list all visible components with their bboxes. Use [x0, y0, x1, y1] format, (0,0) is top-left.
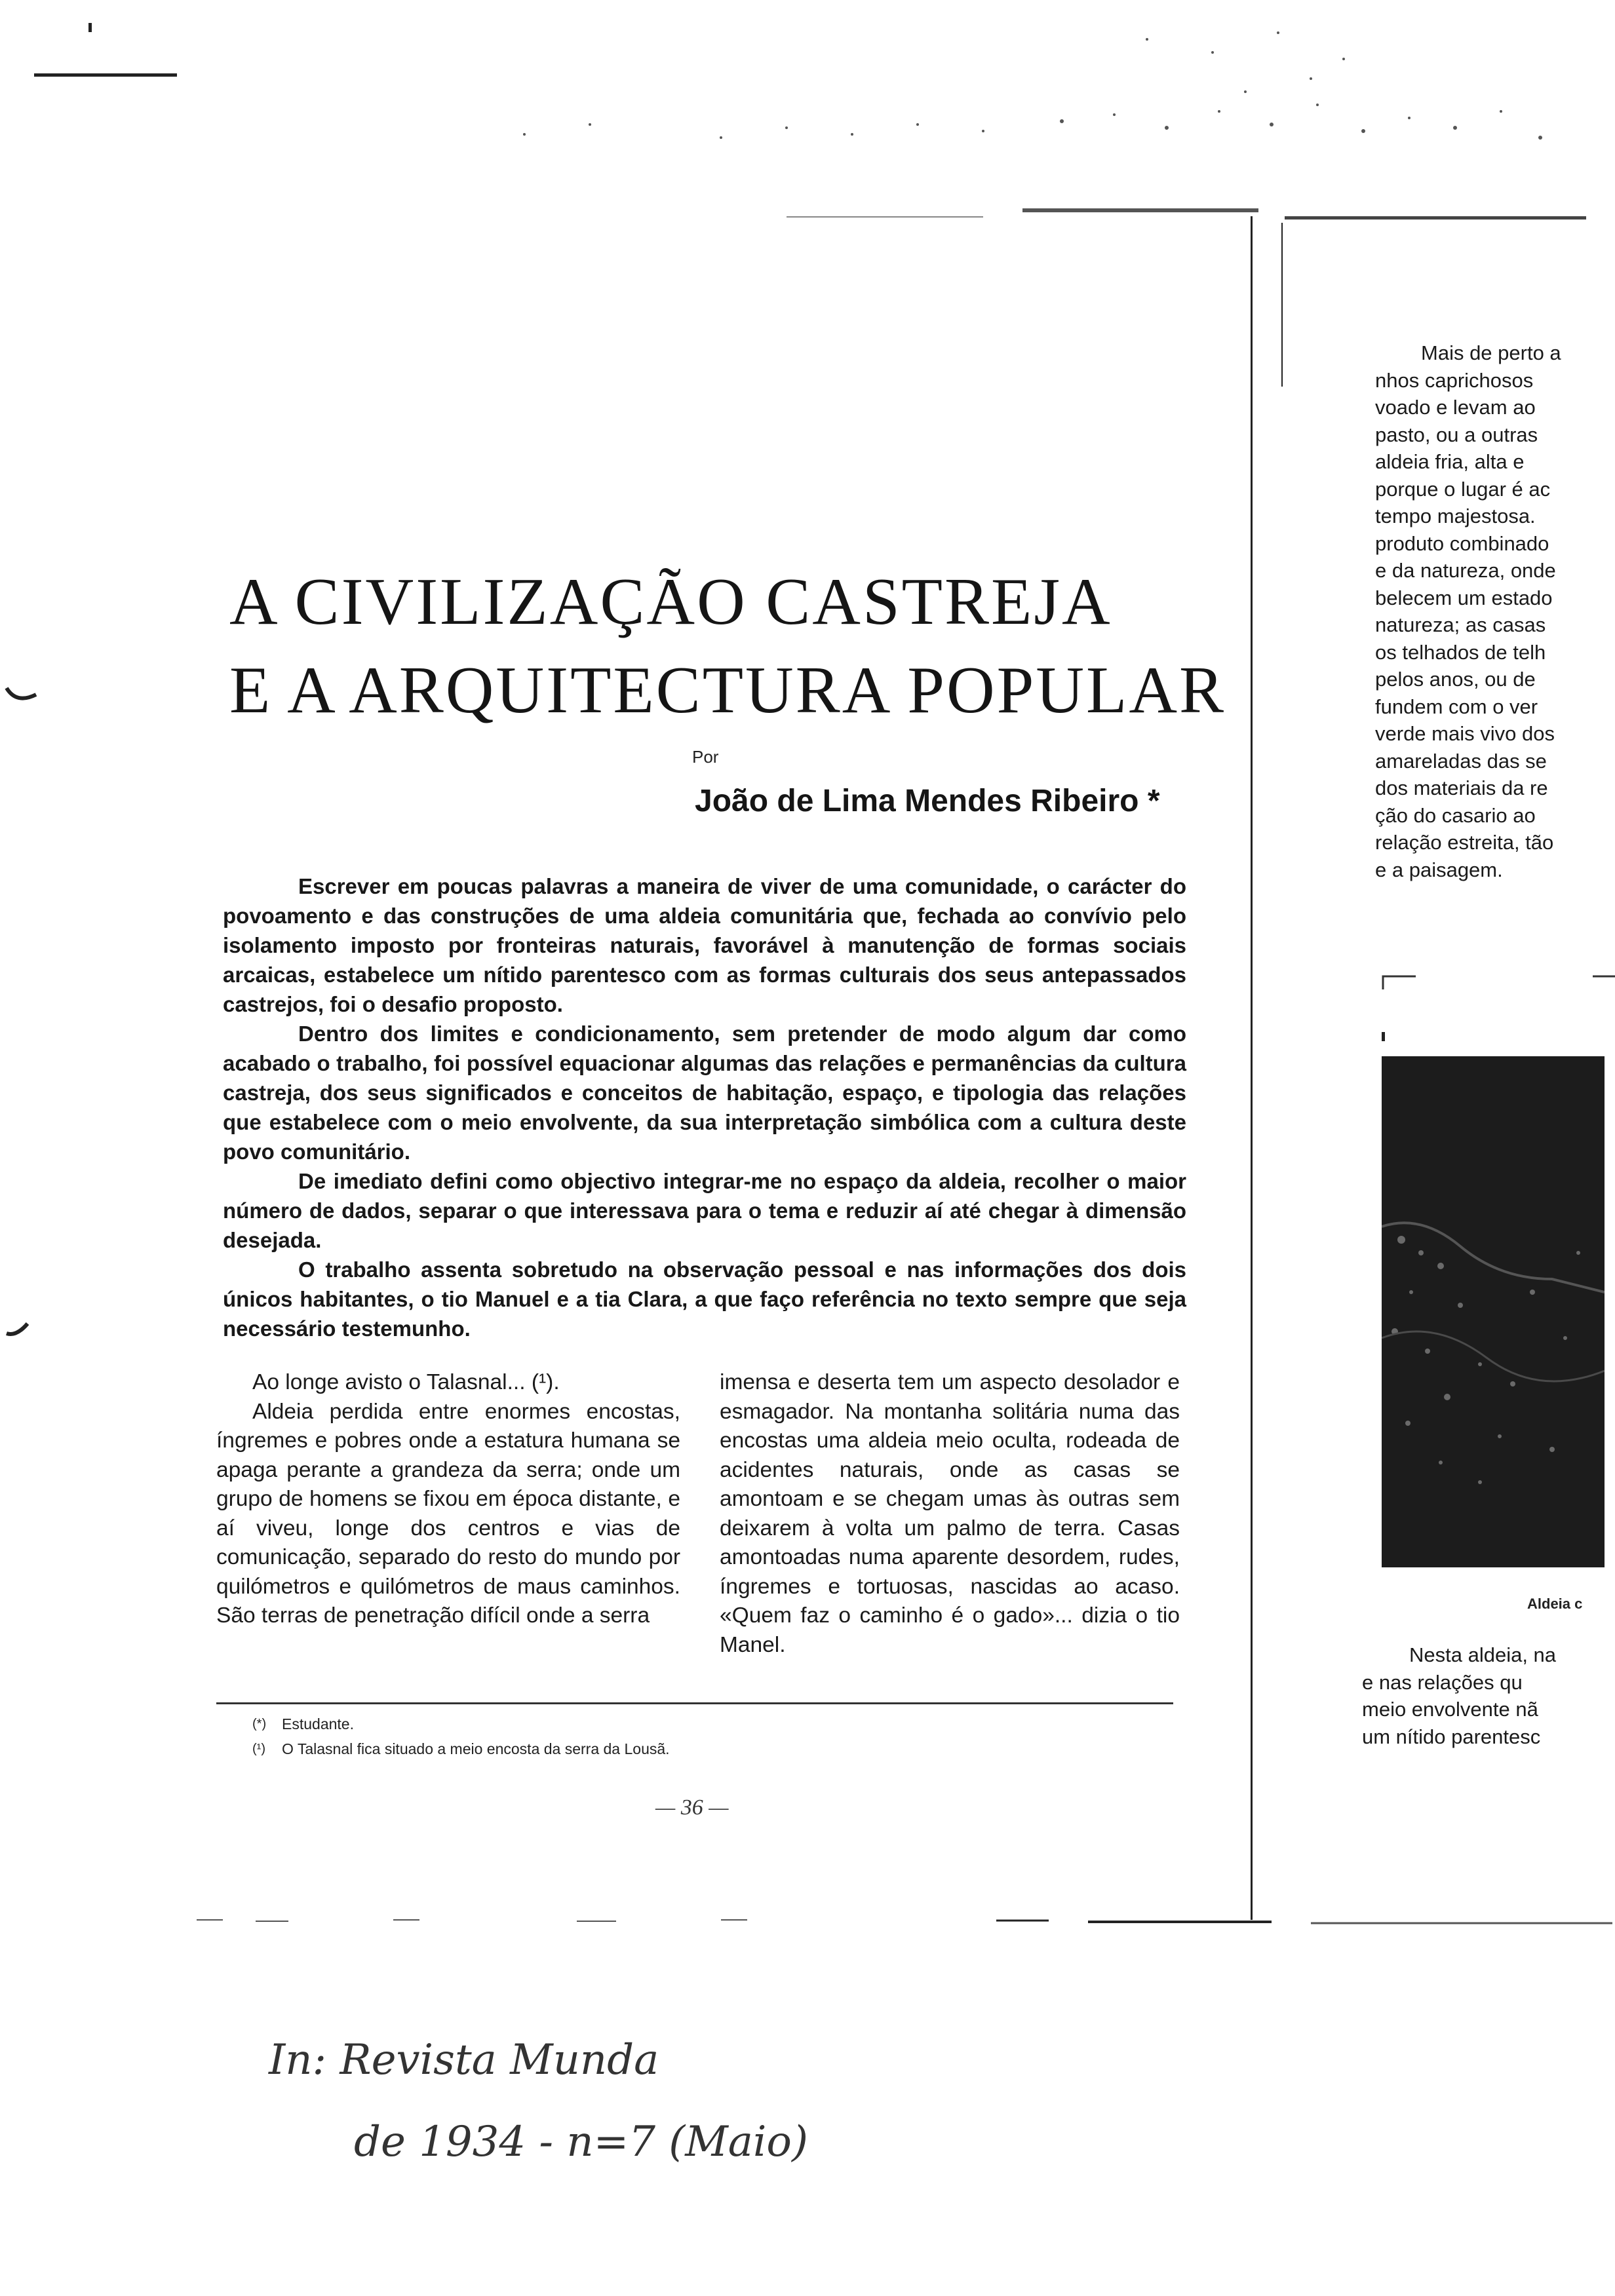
next-page-line: fundem com o ver — [1375, 695, 1538, 718]
intro-paragraph: Escrever em poucas palavras a maneira de viver de uma comunidade, o carácter do povoamento e das construções de uma aldeia comunitária que, fechada ao convívio pelo isolamento imposto por fronteiras naturais, favorável à manutenção de formas sociais arcaicas, estabelece um nítido parentesco com as formas culturais dos seus antepassados castrejos, foi o desafio proposto. — [223, 874, 1186, 1016]
body-paragraph: Ao longe avisto o Talasnal... (¹). — [252, 1370, 560, 1394]
footnote-text: Estudante. — [282, 1715, 354, 1732]
article-title-line-1: A CIVILIZAÇÃO CASTREJA — [229, 565, 1112, 639]
handwritten-line-2: de 1934 - n=7 (Maio) — [354, 2118, 808, 2166]
next-page-line: dos materiais da re — [1375, 776, 1548, 799]
footnote-mark: (¹) — [252, 1742, 265, 1756]
article-title-line-2: E A ARQUITECTURA POPULAR — [229, 653, 1226, 727]
handwritten-line-1: In: Revista Munda — [269, 2036, 659, 2084]
next-page-line: um nítido parentesc — [1362, 1725, 1541, 1748]
next-page-line: belecem um estado — [1375, 586, 1553, 609]
next-page-line: natureza; as casas — [1375, 613, 1546, 636]
intro-paragraph: De imediato defini como objectivo integrar-me no espaço da aldeia, recolher o maior número de dados, separar o que interessava para o tema e reduzir aí até chegar à dimensão desejada. — [223, 1169, 1186, 1252]
gutter-mark — [1281, 223, 1283, 387]
next-page-line: ção do casario ao — [1375, 803, 1536, 827]
footnote-divider — [216, 1702, 1173, 1704]
next-page-text-top — [1375, 339, 1599, 883]
next-page-line: Mais de perto a — [1421, 341, 1561, 364]
next-page-line: e da natureza, onde — [1375, 559, 1556, 582]
intro-paragraph: Dentro dos limites e condicionamento, sem pretender de modo algum dar como acabado o trabalho, foi possível equacionar algumas das relações e permanências da cultura castreja, dos seus significados e conceitos de habitação, espaço, e tipologia das relações que estabelece com o meio envolvente, da sua interpretação simbólica com a cultura deste povo comunitário. — [223, 1022, 1186, 1164]
body-paragraph: imensa e deserta tem um aspecto desolador e esmagador. Na montanha solitária numa das encostas uma aldeia meio oculta, rodeada de acidentes naturais, onde as casas se amontoam e se chegam umas às outras sem deixarem à volta um palmo de terra. Casas amontoadas numa aparente desordem, rudes, íngremes e tortuosas, nascidas ao acaso. «Quem faz o caminho é o gado»... dizia o tio Manel. — [720, 1370, 1180, 1657]
body-paragraph: Aldeia perdida entre enormes encostas, íngremes e pobres onde a estatura humana se apaga perante a grandeza da serra; onde um grupo de homens se fixou em época distante, e aí viveu, longe dos centros e vias de comunicação, separado do resto do mundo por quilómetros e quilómetros de maus caminhos. São terras de penetração difícil onde a serra — [216, 1399, 680, 1628]
next-page-line: os telhados de telh — [1375, 640, 1546, 664]
intro-paragraph: O trabalho assenta sobretudo na observação pessoal e nas informações dos dois únicos habitantes, o tio Manuel e a tia Clara, a que faço referência no texto sempre que seja necessário testemunho. — [223, 1257, 1186, 1341]
next-page-line: e a paisagem. — [1375, 858, 1503, 881]
page-gutter-line — [1251, 216, 1253, 1920]
village-photo-texture — [1382, 1056, 1605, 1567]
page-number: — 36 — — [655, 1795, 729, 1820]
village-photo — [1382, 1056, 1605, 1567]
next-page-line: pasto, ou a outras — [1375, 423, 1538, 446]
footnote-mark: (*) — [252, 1717, 267, 1731]
next-page-line: tempo majestosa. — [1375, 505, 1536, 527]
scan-noise-top — [0, 0, 1615, 236]
next-page-line: nhos caprichosos — [1375, 368, 1534, 392]
photo-frame-marks — [1376, 963, 1615, 1055]
next-page-line: voado e levam ao — [1375, 396, 1536, 419]
next-page-line: Nesta aldeia, na — [1409, 1643, 1557, 1666]
next-page-line: relação estreita, tão — [1375, 831, 1554, 854]
next-page-line: aldeia fria, alta e — [1375, 450, 1525, 473]
next-page-line: pelos anos, ou de — [1375, 668, 1536, 691]
scan-marks-left — [0, 675, 52, 1363]
next-page-line: amareladas das se — [1375, 749, 1547, 773]
footnote-text: O Talasnal fica situado a meio encosta da serra da Lousã. — [282, 1740, 670, 1757]
next-page-text-bottom — [1362, 1641, 1605, 1750]
scan-marks-bottom — [197, 1913, 1612, 1933]
byline-por: Por — [692, 747, 719, 767]
body-column-right — [720, 1368, 1180, 1660]
photo-caption: Aldeia c — [1527, 1596, 1583, 1612]
handwritten-annotation — [0, 1966, 1615, 2182]
body-column-left — [216, 1368, 680, 1631]
next-page-line: produto combinado — [1375, 531, 1549, 555]
next-page-line: meio envolvente nã — [1362, 1698, 1538, 1721]
intro-abstract — [223, 871, 1186, 1343]
next-page-line: e nas relações qu — [1362, 1670, 1523, 1694]
author-name: João de Lima Mendes Ribeiro * — [695, 784, 1160, 818]
next-page-line: porque o lugar é ac — [1375, 477, 1551, 501]
next-page-line: verde mais vivo dos — [1375, 722, 1555, 745]
